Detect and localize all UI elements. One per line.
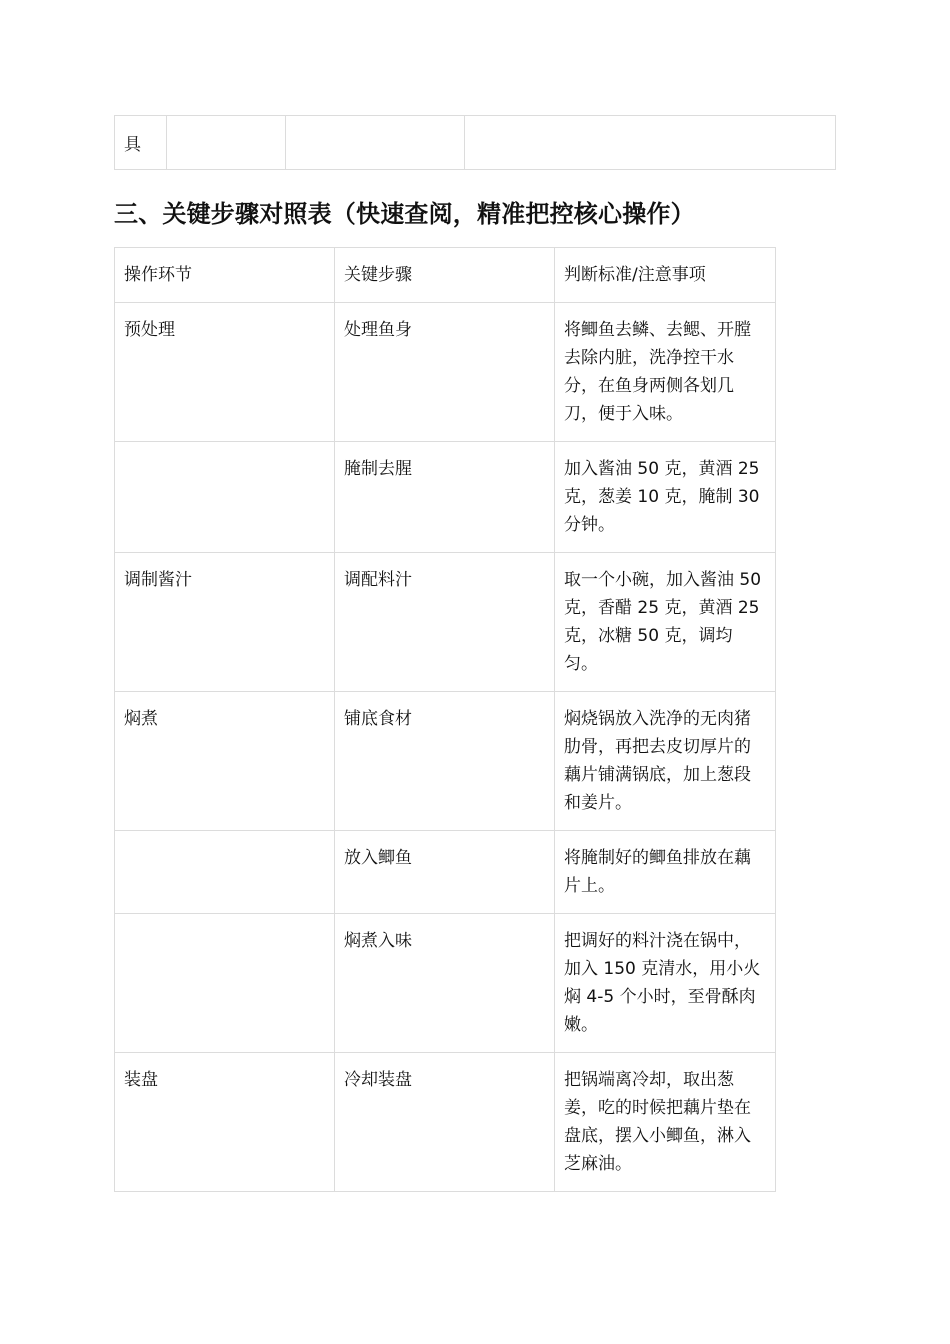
table-row (115, 442, 776, 553)
table-cell: 具 (115, 116, 167, 170)
step-cell: 冷却装盘 (335, 1053, 555, 1192)
table-cell (465, 116, 836, 170)
note-cell: 将鲫鱼去鳞、去鳃、开膛去除内脏，洗净控干水分，在鱼身两侧各划几刀，便于入味。 (555, 303, 776, 442)
column-header-stage: 操作环节 (115, 248, 335, 303)
table-row (115, 692, 776, 831)
previous-table-fragment (114, 115, 836, 170)
stage-cell (115, 914, 335, 1053)
step-cell: 放入鲫鱼 (335, 831, 555, 914)
table-row (115, 116, 836, 170)
table-row (115, 553, 776, 692)
stage-cell (115, 442, 335, 553)
note-cell: 焖烧锅放入洗净的无肉猪肋骨，再把去皮切厚片的藕片铺满锅底，加上葱段和姜片。 (555, 692, 776, 831)
table-row (115, 1053, 776, 1192)
note-cell: 把调好的料汁浇在锅中，加入 150 克清水，用小火焖 4-5 个小时，至骨酥肉嫩。 (555, 914, 776, 1053)
step-cell: 铺底食材 (335, 692, 555, 831)
column-header-note: 判断标准/注意事项 (555, 248, 776, 303)
stage-cell: 调制酱汁 (115, 553, 335, 692)
step-cell: 调配料汁 (335, 553, 555, 692)
stage-cell: 预处理 (115, 303, 335, 442)
step-cell: 焖煮入味 (335, 914, 555, 1053)
note-cell: 加入酱油 50 克，黄酒 25 克，葱姜 10 克，腌制 30 分钟。 (555, 442, 776, 553)
table-cell (286, 116, 465, 170)
section-heading: 三、关键步骤对照表（快速查阅，精准把控核心操作） (114, 200, 695, 228)
step-cell: 处理鱼身 (335, 303, 555, 442)
table-header-row (115, 248, 776, 303)
note-cell: 把锅端离冷却，取出葱姜，吃的时候把藕片垫在盘底，摆入小鲫鱼，淋入芝麻油。 (555, 1053, 776, 1192)
column-header-step: 关键步骤 (335, 248, 555, 303)
table-row (115, 831, 776, 914)
key-steps-table (114, 247, 776, 1192)
table-row (115, 914, 776, 1053)
note-cell: 将腌制好的鲫鱼排放在藕片上。 (555, 831, 776, 914)
note-cell: 取一个小碗，加入酱油 50 克，香醋 25 克，黄酒 25 克，冰糖 50 克，调均匀。 (555, 553, 776, 692)
step-cell: 腌制去腥 (335, 442, 555, 553)
table-cell (167, 116, 286, 170)
stage-cell: 焖煮 (115, 692, 335, 831)
table-row (115, 303, 776, 442)
stage-cell (115, 831, 335, 914)
stage-cell: 装盘 (115, 1053, 335, 1192)
